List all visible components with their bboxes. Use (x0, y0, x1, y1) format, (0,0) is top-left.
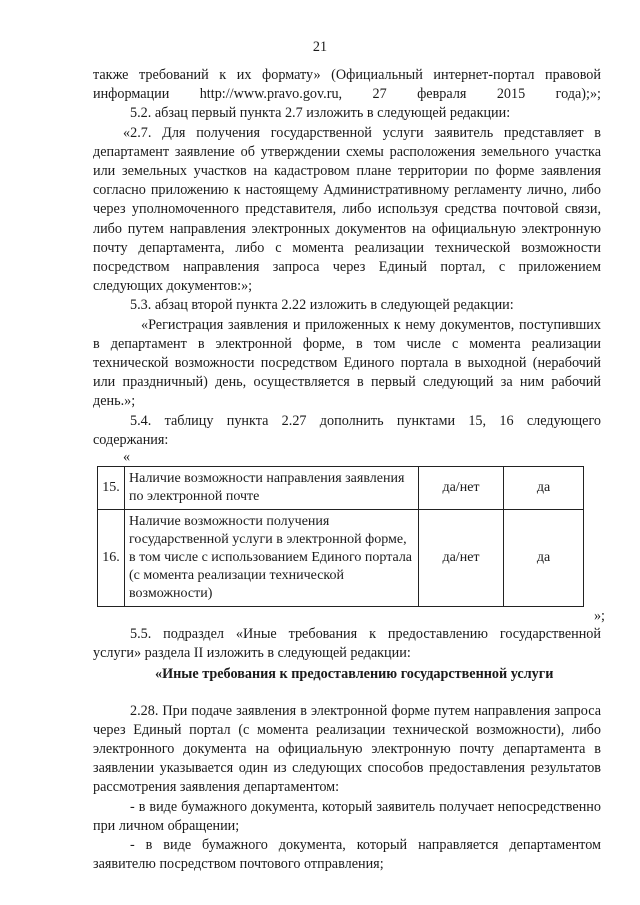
row-description: Наличие возможности получения государственной услуги в электронной форме, в том числе с использованием Единого портала (с момента реализации технической возможности) (125, 510, 419, 607)
paragraph-5-5: 5.5. подраздел «Иные требования к предоставлению государственной услуги» раздела II изложить в следующей редакции: (93, 626, 601, 662)
spacer (93, 685, 601, 702)
row-number: 16. (98, 510, 125, 607)
paragraph-registration: «Регистрация заявления и приложенных к нему документов, поступивших в департамент в электронной форме, в том числе с момента реализации технической возможности посредством Единого портала в выходной (нерабочий или праздничный) день, осуществляется в первый следующий за ним рабочий день.»; (93, 316, 601, 410)
row-value: да (504, 510, 584, 607)
section-heading: «Иные требования к предоставлению государственной услуги (155, 666, 554, 683)
paragraph-5-3: 5.3. абзац второй пункта 2.22 изложить в следующей редакции: (130, 297, 514, 314)
row-value: да (504, 467, 584, 510)
paragraph-5-4: 5.4. таблицу пункта 2.27 дополнить пунктами 15, 16 следующего содержания: (93, 412, 601, 448)
row-yes-no: да/нет (419, 467, 504, 510)
row-yes-no: да/нет (419, 510, 504, 607)
paragraph-5-2: 5.2. абзац первый пункта 2.7 изложить в следующей редакции: (130, 105, 511, 122)
paragraph-2-28: 2.28. При подаче заявления в электронной форме путем направления запроса через Единый портал (с момента реализации технической возможности), либо электронного документа на официальную электронную почту департамента в заявлении указывается один из следующих способов предоставления результатов рассмотрения заявления департаментом: (93, 702, 601, 796)
close-quote-mark: »; (593, 608, 605, 625)
page-number: 21 (312, 39, 328, 55)
paragraph-2-7: «2.7. Для получения государственной услуги заявитель представляет в департамент заявление об утверждении схемы расположения земельного участка или земельных участков на кадастровом плане территории по форме заявления согласно приложению к настоящему Административному регламенту лично, либо через уполномоченного представителя, либо используя средства почтовой связи, либо путем направления электронных документов на официальную электронную почту департамента, либо с момента реализации технической возможности посредством направления запроса через Единый портал, с приложением следующих документов:»; (93, 124, 601, 295)
row-number: 15. (98, 467, 125, 510)
table-row (98, 510, 584, 607)
table-row (98, 467, 584, 510)
list-item: - в виде бумажного документа, который направляется департаментом заявителю посредством почтового отправления; (93, 837, 601, 873)
document-body (93, 66, 605, 875)
paragraph-format-requirements: также требований к их формату» (Официальный интернет-портал правовой информации http://www.pravo.gov.ru, 27 февраля 2015 года);»; (93, 67, 601, 103)
list-item: - в виде бумажного документа, который заявитель получает непосредственно при личном обращении; (93, 798, 601, 834)
open-quote-mark: « (123, 449, 131, 466)
services-table (97, 466, 584, 607)
row-description: Наличие возможности направления заявления по электронной почте (125, 467, 419, 510)
